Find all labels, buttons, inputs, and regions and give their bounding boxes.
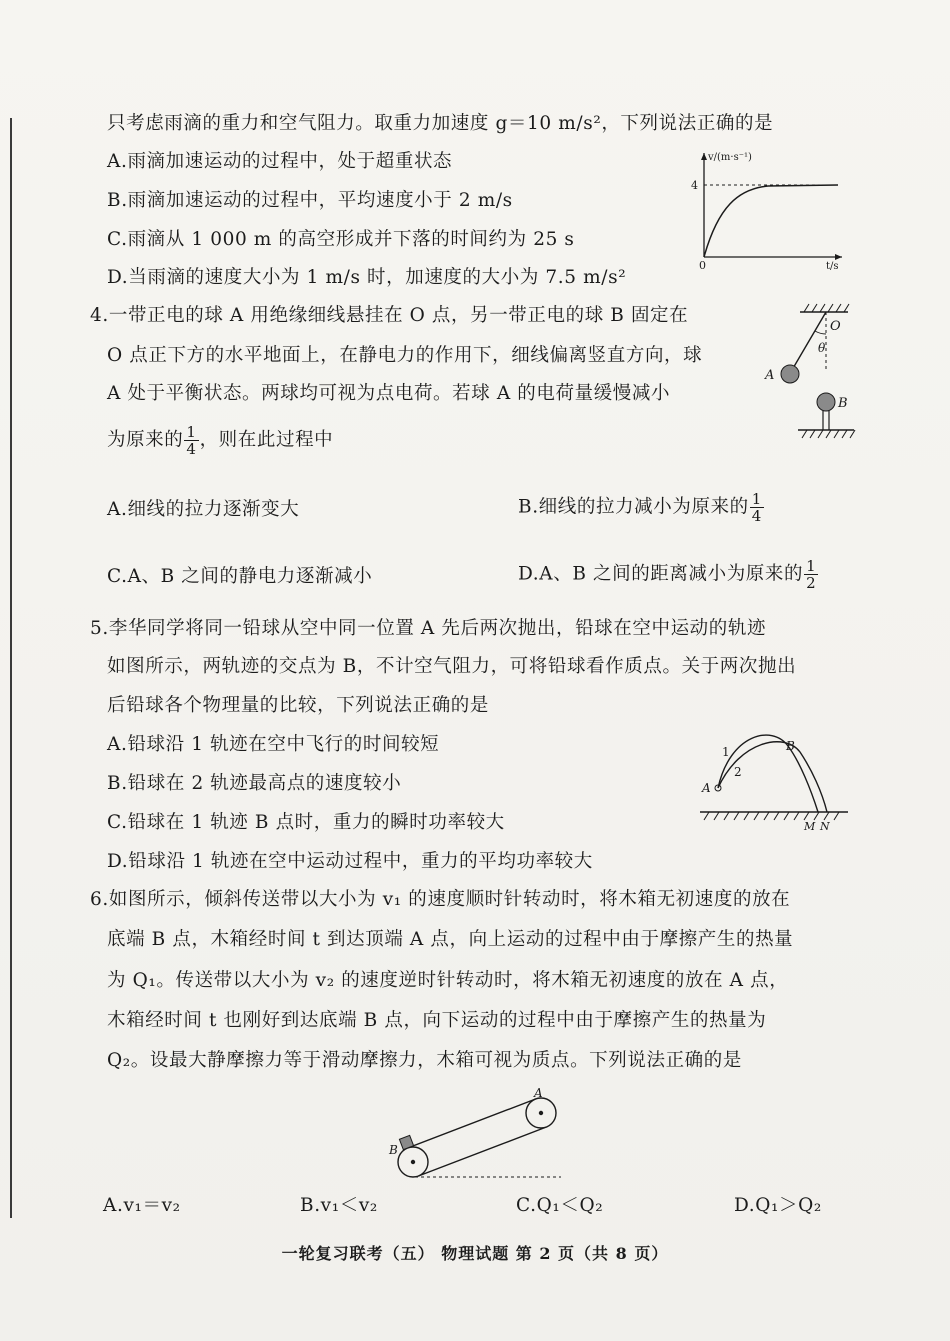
q5-stem-line1: 5.李华同学将同一铅球从空中同一位置 A 先后两次抛出，铅球在空中运动的轨迹 [90, 618, 767, 639]
point-b-label: B [786, 739, 795, 753]
trajectory-1-label: 1 [722, 745, 730, 759]
q4-stem-line4-pre: 为原来的 [107, 429, 184, 451]
fraction-one-quarter: $\frac{1}{4}$ [186, 423, 197, 458]
q6-conveyor-belt-figure [385, 1085, 570, 1185]
q5-stem-line3: 后铅球各个物理量的比较，下列说法正确的是 [107, 695, 490, 716]
q5-stem-line2: 如图所示，两轨迹的交点为 B，不计空气阻力，可将铅球看作质点。关于两次抛出 [107, 656, 797, 677]
q3-option-b: B.雨滴加速运动的过程中，平均速度小于 2 m/s [107, 190, 513, 211]
q4-stem-line3: A 处于平衡状态。两球均可视为点电荷。若球 A 的电荷量缓慢减小 [107, 383, 671, 404]
point-m-label: M [804, 820, 816, 832]
q3-option-a: A.雨滴加速运动的过程中，处于超重状态 [107, 151, 453, 172]
q4-stem-line1: 4.一带正电的球 A 用绝缘细线悬挂在 O 点，另一带正电的球 B 固定在 [90, 305, 689, 326]
graph-y-tick: 4 [691, 179, 698, 192]
q4-stem-line4 [107, 424, 333, 457]
q6-stem-line5: Q₂。设最大静摩擦力等于滑动摩擦力，木箱可视为质点。下列说法正确的是 [107, 1050, 742, 1071]
q6-stem-line2: 底端 B 点，木箱经时间 t 到达顶端 A 点，向上运动的过程中由于摩擦产生的热量 [107, 929, 794, 950]
q6-stem-line1: 6.如图所示，倾斜传送带以大小为 v₁ 的速度顺时针转动时，将木箱无初速度的放在 [90, 889, 791, 910]
q5-option-a: A.铅球沿 1 轨迹在空中飞行的时间较短 [107, 734, 440, 755]
q6-option-d: D.Q₁＞Q₂ [734, 1195, 822, 1216]
q4-option-b: B.细线的拉力减小为原来的 $\frac{1}{4}$ [518, 490, 762, 525]
graph-origin: 0 [699, 259, 706, 270]
q4-option-a: A.细线的拉力逐渐变大 [107, 499, 300, 520]
q5-trajectory-figure [700, 728, 852, 832]
q3-stem: 只考虑雨滴的重力和空气阻力。取重力加速度 g＝10 m/s²，下列说法正确的是 [107, 113, 774, 134]
binding-margin-line [10, 118, 12, 1218]
graph-y-label: v/(m·s⁻¹) [708, 152, 752, 163]
q4-stem-line4-post: ，则在此过程中 [199, 429, 334, 451]
ball-a-label: A [765, 368, 775, 383]
end-a-label: A [534, 1086, 543, 1100]
q6-option-c: C.Q₁＜Q₂ [516, 1195, 604, 1216]
trajectory-2-label: 2 [734, 765, 742, 779]
end-b-label: B [389, 1143, 398, 1157]
point-n-label: N [820, 820, 830, 832]
ball-b-label: B [838, 396, 848, 411]
page-footer: 一轮复习联考（五） 物理试题 第 2 页（共 8 页） [281, 1244, 669, 1263]
point-o-label: O [830, 319, 841, 334]
q6-stem-line4: 木箱经时间 t 也刚好到达底端 B 点，向下运动的过程中由于摩擦产生的热量为 [107, 1010, 767, 1031]
q5-option-d: D.铅球沿 1 轨迹在空中运动过程中，重力的平均功率较大 [107, 851, 593, 872]
fraction-one-half: $\frac{1}{2}$ [806, 557, 817, 592]
q5-option-b: B.铅球在 2 轨迹最高点的速度较小 [107, 773, 402, 794]
q3-option-d: D.当雨滴的速度大小为 1 m/s 时，加速度的大小为 7.5 m/s² [107, 267, 627, 288]
angle-theta-label: θ [818, 341, 826, 355]
q4-option-d: D.A、B 之间的距离减小为原来的 $\frac{1}{2}$ [518, 557, 817, 592]
q6-option-a: A.v₁＝v₂ [103, 1195, 181, 1216]
q6-stem-line3: 为 Q₁。传送带以大小为 v₂ 的速度逆时针转动时，将木箱无初速度的放在 A 点， [107, 970, 789, 991]
q5-option-c: C.铅球在 1 轨迹 B 点时，重力的瞬时功率较大 [107, 812, 505, 833]
q4-stem-line2: O 点正下方的水平地面上，在静电力的作用下，细线偏离竖直方向，球 [107, 345, 703, 366]
q3-velocity-time-graph [690, 145, 850, 270]
q4-option-c: C.A、B 之间的静电力逐渐减小 [107, 566, 373, 587]
point-a-label: A [702, 781, 711, 795]
fraction-one-quarter: $\frac{1}{4}$ [751, 490, 762, 525]
q3-option-c: C.雨滴从 1 000 m 的高空形成并下落的时间约为 25 s [107, 229, 575, 250]
graph-x-label: t/s [826, 261, 839, 270]
q4-pendulum-figure [760, 300, 860, 442]
q6-option-b: B.v₁＜v₂ [300, 1195, 378, 1216]
